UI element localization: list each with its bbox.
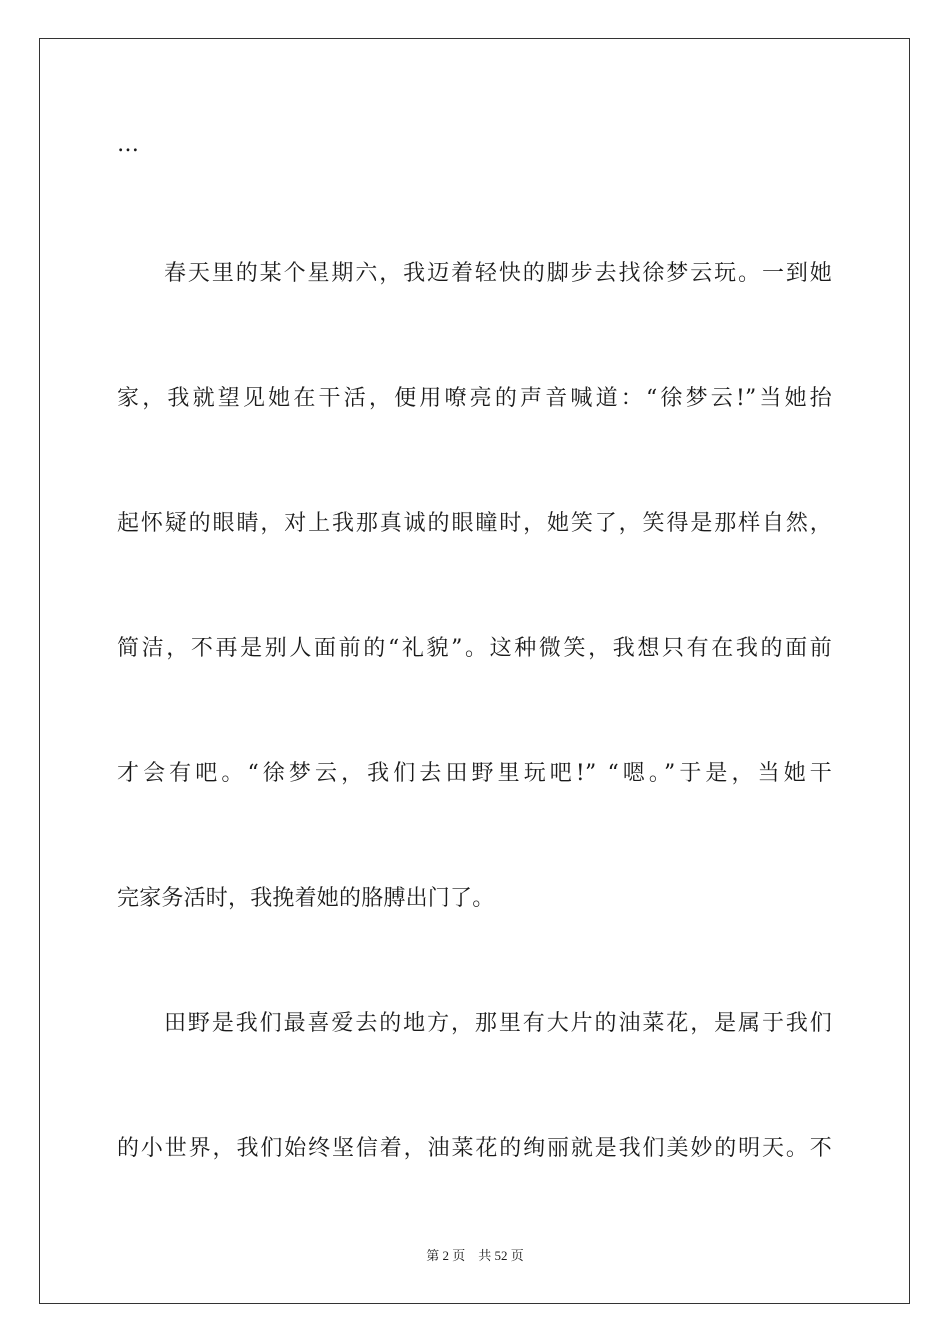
page-number-footer: 第 2 页 共 52 页 xyxy=(426,1248,524,1263)
paragraph-1-line-6: 完家务活时，我挽着她的胳膊出门了。 xyxy=(117,886,495,911)
ellipsis-line: … xyxy=(117,132,140,157)
paragraph-1-line-4: 简洁，不再是别人面前的“礼貌”。这种微笑，我想只有在我的面前 xyxy=(117,636,832,661)
paragraph-2-line-1: 田野是我们最喜爱去的地方，那里有大片的油菜花，是属于我们 xyxy=(164,1011,832,1036)
paragraph-1-line-3: 起怀疑的眼睛，对上我那真诚的眼瞳时，她笑了，笑得是那样自然， xyxy=(117,511,832,536)
paragraph-2-line-2: 的小世界，我们始终坚信着，油菜花的绚丽就是我们美妙的明天。不 xyxy=(117,1136,832,1161)
page-frame xyxy=(39,38,910,1304)
paragraph-1-line-1: 春天里的某个星期六，我迈着轻快的脚步去找徐梦云玩。一到她 xyxy=(164,261,832,286)
paragraph-1-line-2: 家，我就望见她在干活，便用嘹亮的声音喊道：“徐梦云!”当她抬 xyxy=(117,386,832,411)
paragraph-1-line-5: 才会有吧。“徐梦云，我们去田野里玩吧!” “嗯。”于是，当她干 xyxy=(117,761,832,786)
